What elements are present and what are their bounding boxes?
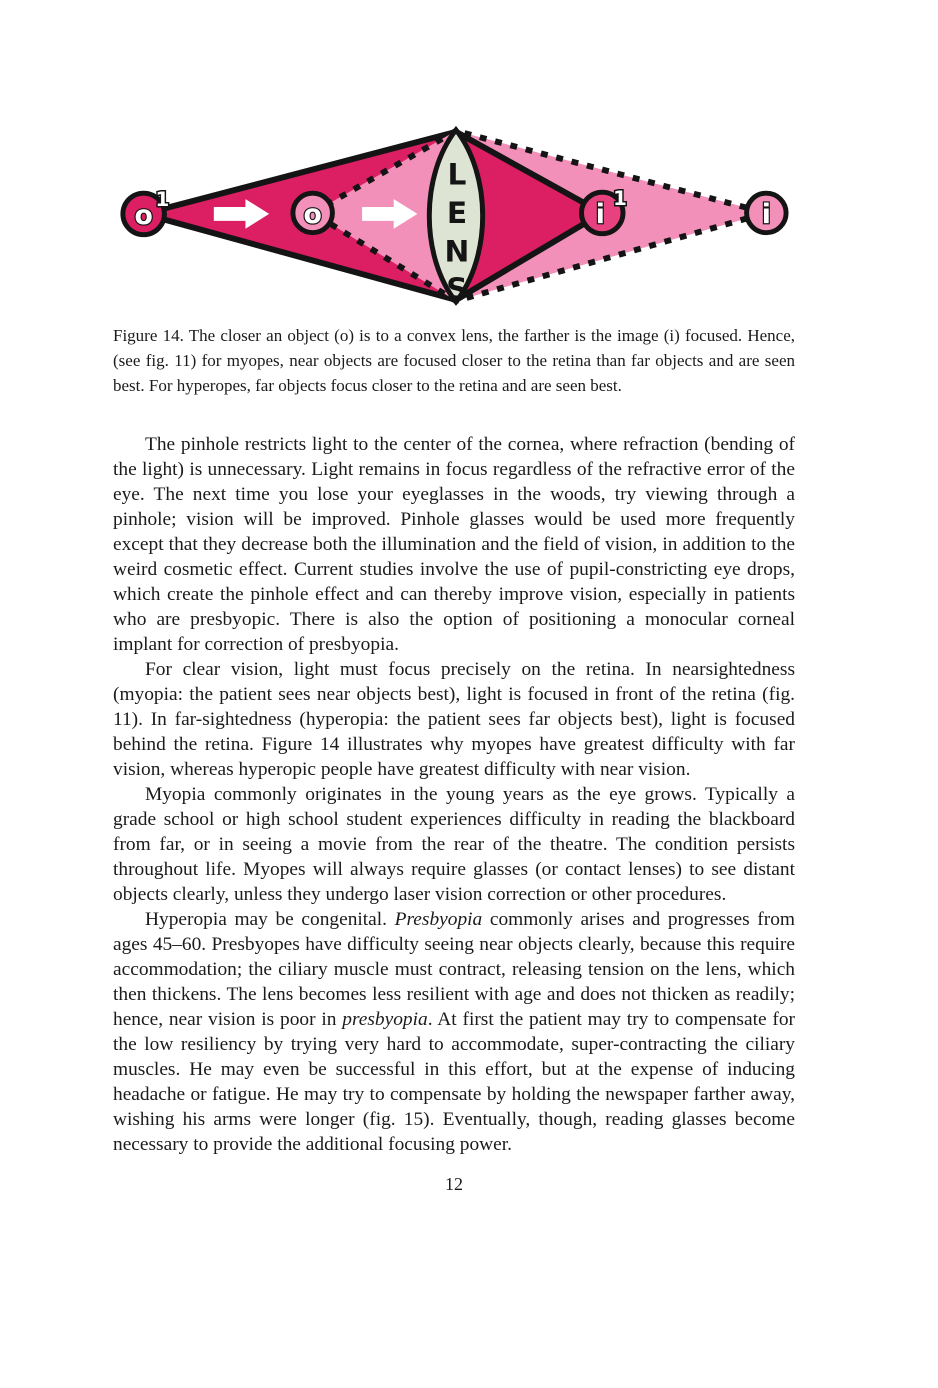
text-run: Myopia commonly originates in the young years as the eye grows. Typically a grade school or high school student experiences difficulty in reading the blackboard from far, or in seeing a movie from the rear of the theatre. The condition persists throughout life. Myopes will always require glasses (or contact lenses) to see distant objects clearly, unless they undergo laser vision correction or other procedures. <box>113 783 795 905</box>
text-run: commonly arises and progresses from ages 45–60. Presbyopes have difficulty seeing near objects clearly, because this require accommodation; the ciliary muscle must contract, releasing tension on the lens, which then thickens. The lens becomes less resilient with age and does not thicken as readily; hence, near vision is poor in <box>113 908 795 1030</box>
lens-letter-s: S <box>446 270 468 306</box>
text-run: For clear vision, light must focus precisely on the retina. In nearsightedness (myopia: the patient sees near objects best), light is focused in front of the retina (fig. 11). In far-sightedness (hyperopia: the patient sees far objects best), light is focused behind the retina. Figure 14 illustrates why myopes have greatest difficulty with far vision, whereas hyperopic people have greatest difficulty with near vision. <box>113 658 795 780</box>
lens-letter-n: N <box>444 233 470 269</box>
paragraph <box>113 432 795 657</box>
image-near-superscript: 1 <box>613 187 627 211</box>
italic-text-run: Presbyopia <box>394 908 483 930</box>
object-near-label: o <box>303 198 322 230</box>
image-near-label: i <box>595 198 605 230</box>
text-run: The pinhole restricts light to the center of the cornea, where refraction (bending of the light) is unnecessary. Light remains in focus regardless of the refractive error of the eye. The next time you lose your eyeglasses in the woods, try viewing through a pinhole; vision will be improved. Pinhole glasses would be used more frequently except that they decrease both the illumination and the field of vision, in addition to the weird cosmetic effect. Current studies involve the use of pupil-constricting eye drops, which create the pinhole effect and can thereby improve vision, especially in patients who are presbyopic. There is also the option of positioning a monocular corneal implant for correction of presbyopia. <box>113 433 795 655</box>
object-far-superscript: 1 <box>155 188 170 212</box>
article-body <box>113 432 795 1157</box>
image-far-label: i <box>761 198 771 230</box>
paragraph <box>113 907 795 1157</box>
figure-caption: Figure 14. The closer an object (o) is to a convex lens, the farther is the image (i) focused. Hence, (see fig. 11) for myopes, near objects are focused closer to the retina than far objects and are seen best. For hyperopes, far objects focus closer to the retina and are seen best. <box>113 325 795 395</box>
italic-text-run: presbyopia <box>342 1008 428 1030</box>
lens-letter-l: L <box>447 156 467 192</box>
text-run: . At first the patient may try to compensate for the low resiliency by trying very hard to accommodate, super-contracting the ciliary muscles. He may even be successful in this effort, but at the expense of inducing headache or fatigue. He may try to compensate by holding the newspaper farther away, wishing his arms were longer (fig. 15). Eventually, though, reading glasses become necessary to provide the additional focusing power. <box>113 1008 795 1155</box>
text-run: Hyperopia may be congenital. <box>145 908 395 930</box>
paragraph <box>113 657 795 782</box>
lens-letter-e: E <box>446 194 468 230</box>
figure-14 <box>113 122 795 315</box>
page-content <box>113 0 795 1195</box>
paragraph <box>113 782 795 907</box>
lens-diagram <box>113 122 795 315</box>
object-far-label: o <box>134 199 153 231</box>
page-number: 12 <box>445 1173 463 1194</box>
